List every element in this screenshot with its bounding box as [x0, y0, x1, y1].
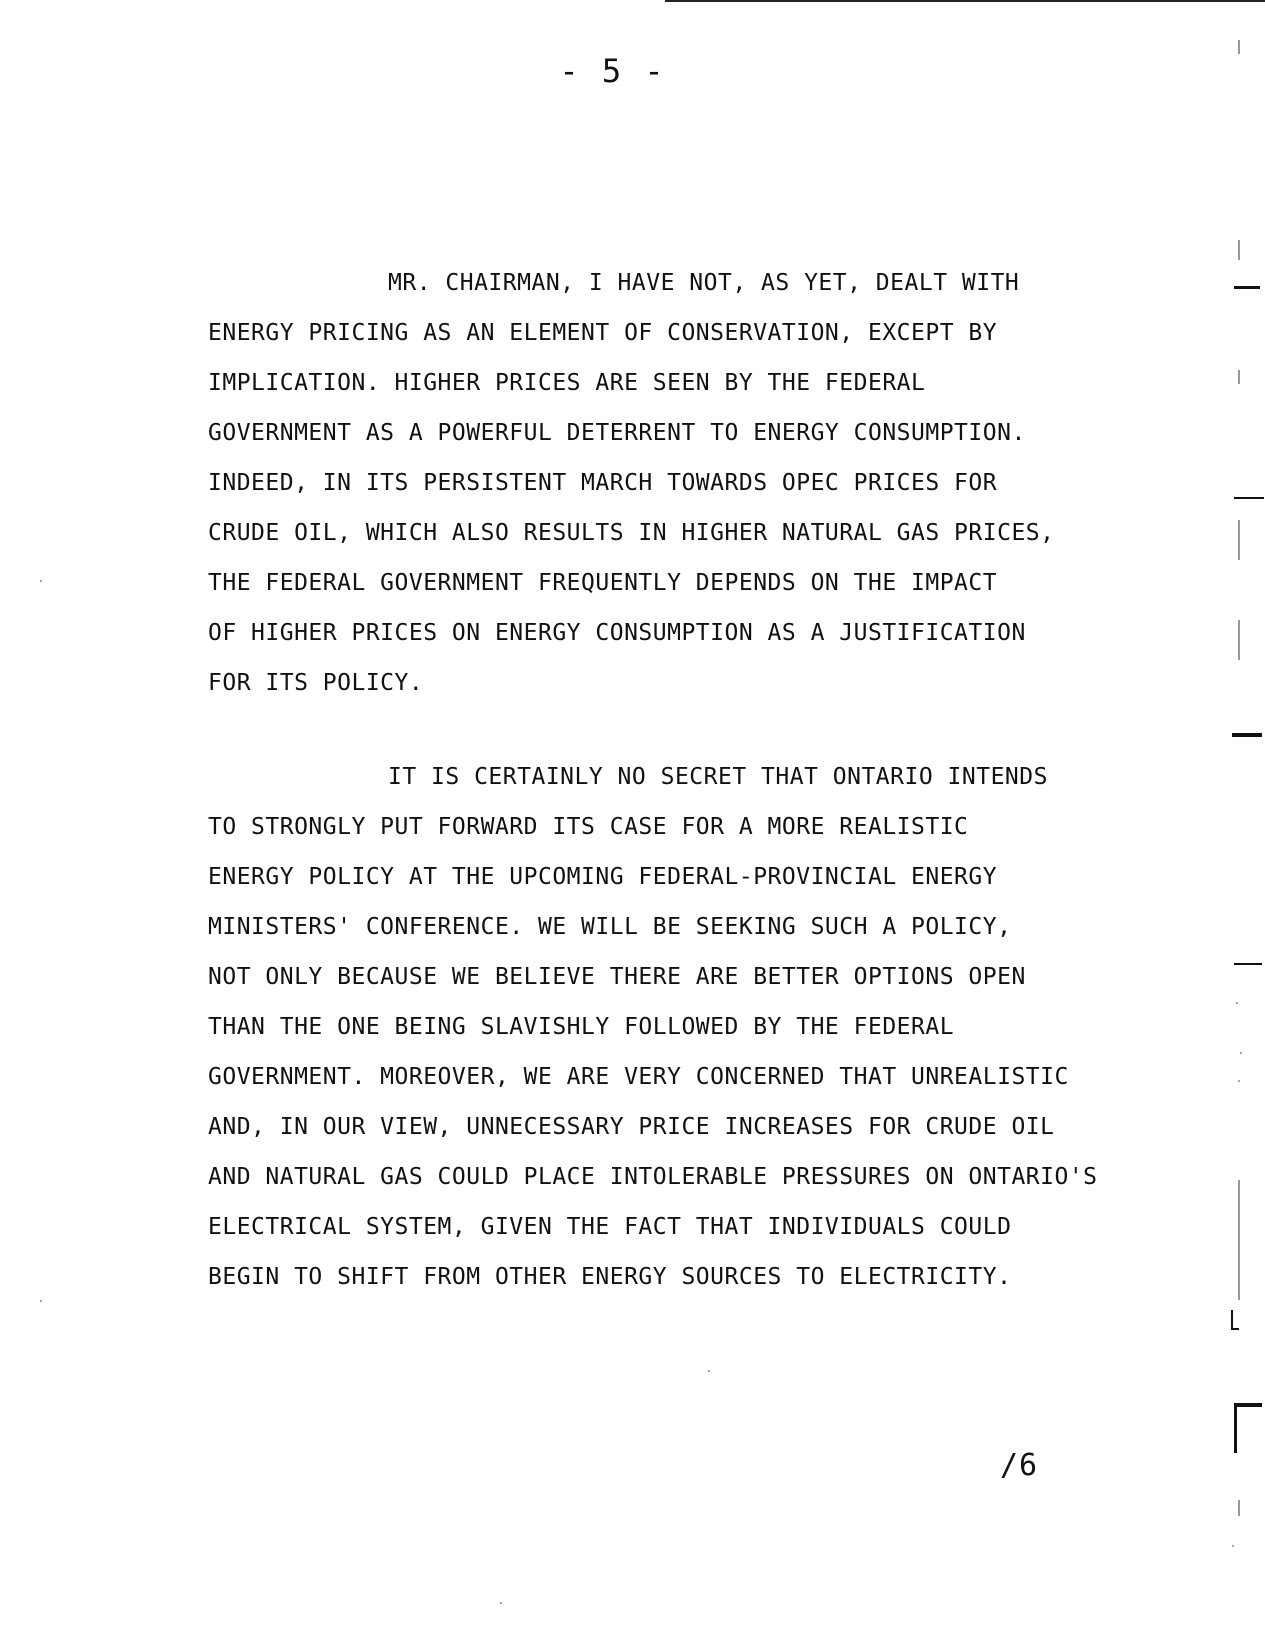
text-line: THE FEDERAL GOVERNMENT FREQUENTLY DEPENDS ON THE IMPACT: [208, 570, 998, 596]
continuation-marker: /6: [1000, 1448, 1039, 1483]
top-edge-rule: [665, 0, 1265, 2]
margin-mark: [1234, 1403, 1237, 1453]
margin-mark: [1234, 1403, 1262, 1407]
text-line: AND NATURAL GAS COULD PLACE INTOLERABLE PRESSURES ON ONTARIO'S: [208, 1164, 1098, 1190]
text-line: GOVERNMENT. MOREOVER, WE ARE VERY CONCERNED THAT UNREALISTIC: [208, 1064, 1069, 1090]
margin-tick: [1238, 370, 1240, 384]
text-line: MR. CHAIRMAN, I HAVE NOT, AS YET, DEALT WITH: [388, 270, 1020, 296]
text-line: NOT ONLY BECAUSE WE BELIEVE THERE ARE BETTER OPTIONS OPEN: [208, 964, 1026, 990]
paragraph-1: [208, 258, 1168, 708]
margin-mark: [1234, 963, 1262, 965]
margin-mark: [1234, 497, 1264, 499]
margin-mark: [1231, 1310, 1233, 1330]
margin-mark: [1232, 733, 1262, 737]
text-line: GOVERNMENT AS A POWERFUL DETERRENT TO ENERGY CONSUMPTION.: [208, 420, 1026, 446]
text-line: OF HIGHER PRICES ON ENERGY CONSUMPTION AS A JUSTIFICATION: [208, 620, 1026, 646]
margin-tick: [1238, 1180, 1240, 1300]
margin-tick: [1238, 40, 1240, 54]
margin-mark: [1231, 1328, 1239, 1330]
scan-speck: [1236, 1002, 1238, 1004]
scan-speck: [500, 1602, 502, 1604]
scan-speck: [40, 1300, 42, 1302]
page-number: - 5 -: [559, 52, 666, 90]
text-line: TO STRONGLY PUT FORWARD ITS CASE FOR A MORE REALISTIC: [208, 814, 969, 840]
text-line: ENERGY PRICING AS AN ELEMENT OF CONSERVATION, EXCEPT BY: [208, 320, 998, 346]
text-line: THAN THE ONE BEING SLAVISHLY FOLLOWED BY THE FEDERAL: [208, 1014, 955, 1040]
margin-tick: [1238, 620, 1240, 660]
margin-tick: [1238, 1500, 1240, 1516]
text-line: IMPLICATION. HIGHER PRICES ARE SEEN BY THE FEDERAL: [208, 370, 926, 396]
margin-tick: [1238, 520, 1240, 560]
margin-tick: [1238, 240, 1240, 260]
paragraph-gap: [208, 708, 1168, 752]
scan-speck: [708, 1370, 710, 1372]
paragraph-2: [208, 752, 1168, 1302]
scan-speck: [40, 580, 42, 582]
text-line: BEGIN TO SHIFT FROM OTHER ENERGY SOURCES TO ELECTRICITY.: [208, 1264, 1012, 1290]
text-line: MINISTERS' CONFERENCE. WE WILL BE SEEKING SUCH A POLICY,: [208, 914, 1012, 940]
scan-speck: [1232, 1545, 1234, 1547]
text-line: ENERGY POLICY AT THE UPCOMING FEDERAL-PROVINCIAL ENERGY: [208, 864, 998, 890]
scan-speck: [1240, 1052, 1242, 1054]
text-line: IT IS CERTAINLY NO SECRET THAT ONTARIO INTENDS: [388, 764, 1048, 790]
text-line: AND, IN OUR VIEW, UNNECESSARY PRICE INCREASES FOR CRUDE OIL: [208, 1114, 1055, 1140]
text-line: ELECTRICAL SYSTEM, GIVEN THE FACT THAT INDIVIDUALS COULD: [208, 1214, 1012, 1240]
margin-mark: [1234, 286, 1260, 289]
text-line: FOR ITS POLICY.: [208, 670, 424, 696]
document-body: [208, 258, 1168, 1302]
scan-speck: [1238, 1080, 1240, 1082]
text-line: CRUDE OIL, WHICH ALSO RESULTS IN HIGHER NATURAL GAS PRICES,: [208, 520, 1055, 546]
text-line: INDEED, IN ITS PERSISTENT MARCH TOWARDS OPEC PRICES FOR: [208, 470, 998, 496]
